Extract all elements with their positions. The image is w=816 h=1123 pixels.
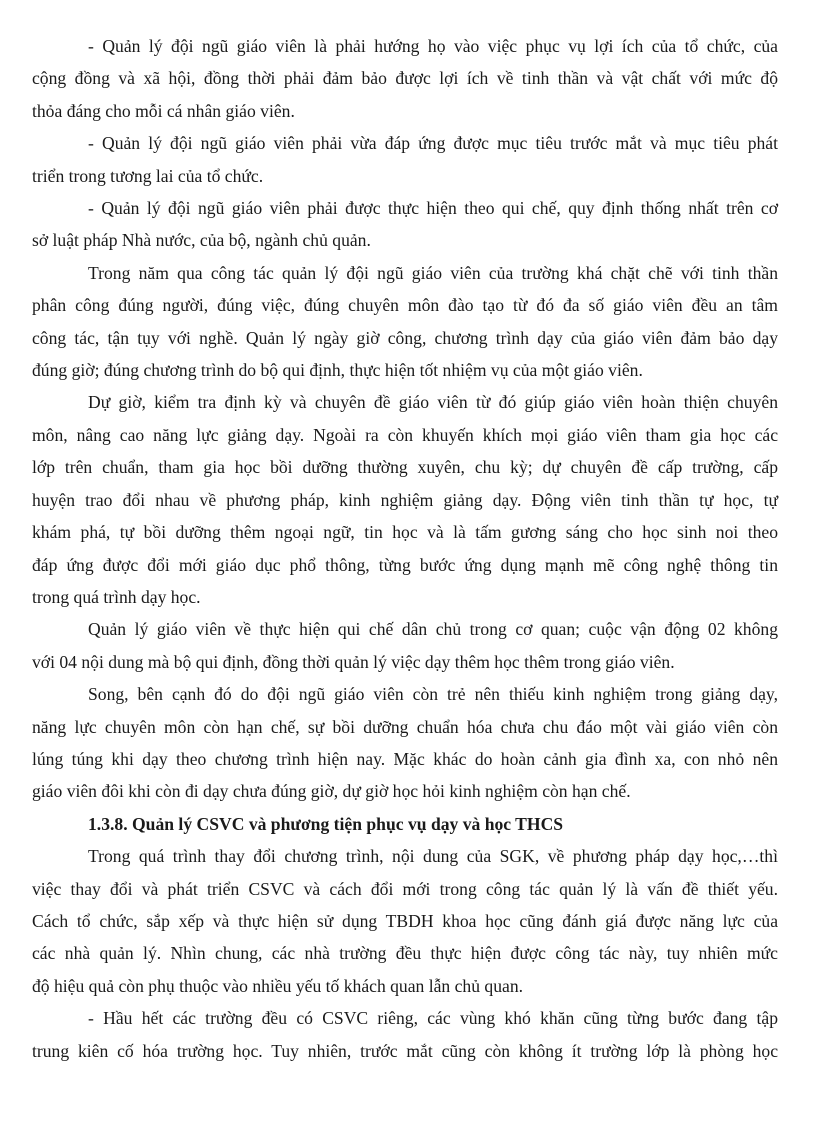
paragraph-7: [32, 678, 778, 808]
text-line: đáp ứng được đổi mới giáo dục phổ thông, từng bước ứng dụng mạnh mẽ công nghệ thông tin: [32, 554, 778, 575]
paragraph-3: [32, 192, 778, 257]
paragraph-9: [32, 1002, 778, 1067]
text-line: Dự giờ, kiểm tra định kỳ và chuyên đề giáo viên từ đó giúp giáo viên hoàn thiện chuyên: [88, 392, 778, 413]
text-line: Quản lý giáo viên về thực hiện qui chế dân chủ trong cơ quan; cuộc vận động 02 không: [88, 619, 778, 640]
text-line: phân công đúng người, đúng việc, đúng chuyên môn đào tạo từ đó đa số giáo viên đều an tâm: [32, 295, 778, 316]
text-line: đúng giờ; đúng chương trình do bộ qui định, thực hiện tốt nhiệm vụ của một giáo viên.: [32, 360, 643, 381]
text-line: - Quản lý đội ngũ giáo viên phải vừa đáp ứng được mục tiêu trước mắt và mục tiêu phát: [88, 133, 778, 154]
text-line: các nhà quản lý. Nhìn chung, các nhà trường đều thực hiện được công tác này, tuy nhiên mức: [32, 943, 778, 964]
text-line: độ hiệu quả còn phụ thuộc vào nhiều yếu tố khách quan lẫn chủ quan.: [32, 975, 524, 996]
text-line: thỏa đáng cho mỗi cá nhân giáo viên.: [32, 100, 295, 121]
text-line: với 04 nội dung mà bộ qui định, đồng thời quản lý việc dạy thêm học thêm trong giáo viên.: [32, 651, 675, 672]
text-line: cộng đồng và xã hội, đồng thời phải đảm bảo được lợi ích về tinh thần và vật chất với mức độ: [32, 68, 778, 89]
heading-text: 1.3.8. Quản lý CSVC và phương tiện phục vụ dạy và học THCS: [88, 813, 564, 834]
paragraph-1: [32, 30, 778, 127]
text-line: môn, nâng cao năng lực giảng dạy. Ngoài ra còn khuyến khích mọi giáo viên tham gia học các: [32, 424, 778, 445]
text-line: Song, bên cạnh đó do đội ngũ giáo viên còn trẻ nên thiếu kinh nghiệm trong giảng dạy,: [88, 684, 778, 705]
text-line: Cách tổ chức, sắp xếp và thực hiện sử dụng TBDH khoa học cũng đánh giá được năng lực của: [32, 910, 778, 931]
paragraph-2: [32, 127, 778, 192]
text-line: triển trong tương lai của tổ chức.: [32, 165, 264, 186]
paragraph-8: [32, 840, 778, 1002]
text-line: Trong quá trình thay đổi chương trình, nội dung của SGK, về phương pháp dạy học,…thì: [88, 846, 778, 867]
paragraph-5: [32, 386, 778, 613]
paragraph-4: [32, 257, 778, 387]
text-line: việc thay đổi và phát triển CSVC và cách đổi mới trong công tác quản lý là vấn đề thiết yếu.: [32, 878, 778, 899]
paragraph-6: [32, 613, 778, 678]
text-line: Trong năm qua công tác quản lý đội ngũ giáo viên của trường khá chặt chẽ với tinh thần: [88, 262, 778, 283]
text-line: huyện trao đổi nhau về phương pháp, kinh nghiệm giảng dạy. Động viên tinh thần tự học, tự: [32, 489, 778, 510]
text-line: khám phá, tự bồi dưỡng thêm ngoại ngữ, tin học và là tấm gương sáng cho học sinh noi theo: [32, 522, 778, 543]
text-line: lớp trên chuẩn, tham gia học bồi dưỡng thường xuyên, chu kỳ; dự chuyên đề cấp trường, cấp: [32, 457, 778, 478]
document-page: [32, 30, 778, 1067]
text-line: lúng túng khi dạy theo chương trình hiện nay. Mặc khác do hoàn cảnh gia đình xa, con nhỏ nên: [32, 748, 778, 769]
text-line: công tác, tận tụy với nghề. Quản lý ngày giờ công, chương trình dạy của giáo viên đảm bảo dạy: [32, 327, 778, 348]
section-heading: [88, 808, 778, 840]
text-line: - Quản lý đội ngũ giáo viên phải được thực hiện theo qui chế, quy định thống nhất trên cơ: [88, 198, 778, 219]
text-line: - Hầu hết các trường đều có CSVC riêng, các vùng khó khăn cũng từng bước đang tập: [88, 1008, 778, 1029]
text-line: sở luật pháp Nhà nước, của bộ, ngành chủ quản.: [32, 230, 371, 251]
text-line: giáo viên đôi khi còn đi dạy chưa đúng giờ, dự giờ học hỏi kinh nghiệm còn hạn chế.: [32, 781, 631, 802]
text-line: năng lực chuyên môn còn hạn chế, sự bồi dưỡng chuẩn hóa chưa chu đáo một vài giáo viên còn: [32, 716, 778, 737]
text-line: trung kiên cố hóa trường học. Tuy nhiên, trước mắt cũng còn không ít trường lớp là phòng học: [32, 1040, 778, 1061]
text-line: - Quản lý đội ngũ giáo viên là phải hướng họ vào việc phục vụ lợi ích của tổ chức, của: [88, 36, 778, 56]
text-line: trong quá trình dạy học.: [32, 586, 201, 607]
